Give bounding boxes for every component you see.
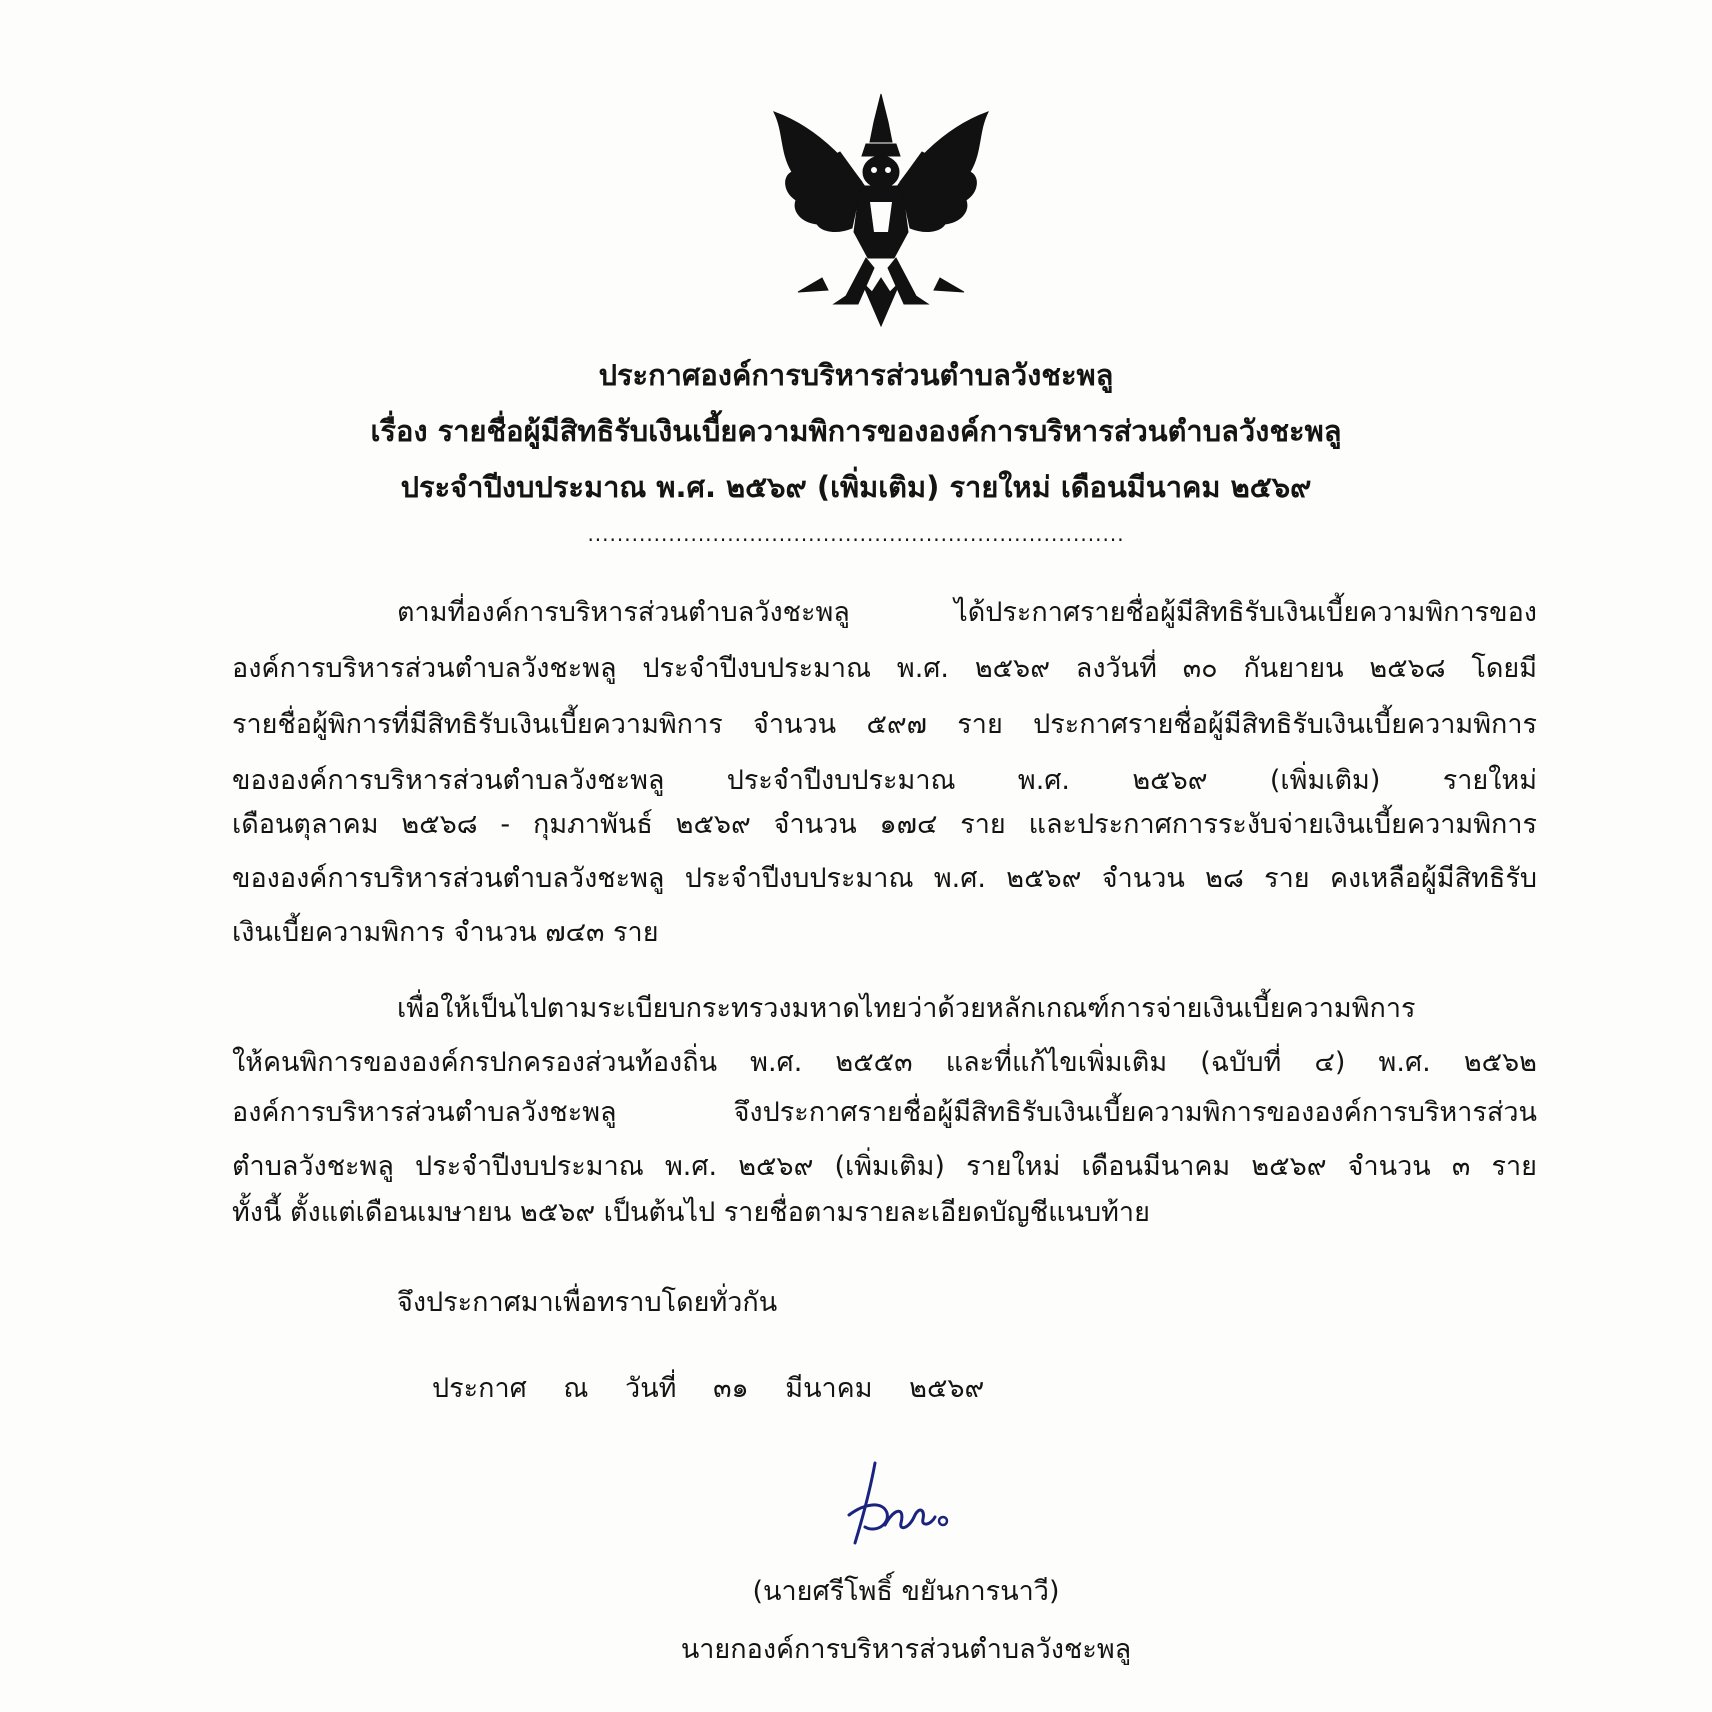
date-at: ณ: [563, 1373, 589, 1404]
paragraph2-line: ตำบลวังชะพลู ประจำปีงบประมาณ พ.ศ. ๒๕๖๙ (เพิ่มเติม) รายใหม่ เดือนมีนาคม ๒๕๖๙ จำนวน ๓ ราย: [232, 1151, 1537, 1182]
paragraph1-line: เดือนตุลาคม ๒๕๖๘ - กุมภาพันธ์ ๒๕๖๙ จำนวน ๑๗๔ ราย และประกาศการระงับจ่ายเงินเบี้ยความพิการ: [232, 809, 1537, 840]
paragraph1-line: ขององค์การบริหารส่วนตำบลวังชะพลู ประจำปีงบประมาณ พ.ศ. ๒๕๖๙ จำนวน ๒๘ ราย คงเหลือผู้มีสิทธิรับ: [232, 863, 1537, 894]
paragraph1-line: องค์การบริหารส่วนตำบลวังชะพลู ประจำปีงบประมาณ พ.ศ. ๒๕๖๙ ลงวันที่ ๓๐ กันยายน ๒๕๖๘ โดยมี: [232, 653, 1537, 684]
paragraph2-line: ให้คนพิการขององค์กรปกครองส่วนท้องถิ่น พ.ศ. ๒๕๕๓ และที่แก้ไขเพิ่มเติม (ฉบับที่ ๔) พ.ศ. ๒๕๖๒: [232, 1047, 1537, 1078]
paragraph1-line: รายชื่อผู้พิการที่มีสิทธิรับเงินเบี้ยความพิการ จำนวน ๕๙๗ ราย ประกาศรายชื่อผู้มีสิทธิรับเงินเบี้ยความพิการ: [232, 709, 1537, 740]
signer-position: นายกองค์การบริหารส่วนตำบลวังชะพลู: [680, 1634, 1132, 1665]
paragraph1-line: เงินเบี้ยความพิการ จำนวน ๗๔๓ ราย: [232, 917, 659, 948]
closing-statement: จึงประกาศมาเพื่อทราบโดยทั่วกัน: [397, 1287, 778, 1318]
announcement-subject: เรื่อง รายชื่อผู้มีสิทธิรับเงินเบี้ยความพิการขององค์การบริหารส่วนตำบลวังชะพลู: [370, 414, 1342, 448]
signer-name: (นายศรีโพธิ์ ขยันการนาวี): [752, 1576, 1060, 1607]
announcement-title: ประกาศองค์การบริหารส่วนตำบลวังชะพลู: [598, 358, 1114, 392]
date-month: มีนาคม: [785, 1373, 873, 1404]
paragraph2-line: ทั้งนี้ ตั้งแต่เดือนเมษายน ๒๕๖๙ เป็นต้นไป รายชื่อตามรายละเอียดบัญชีแนบท้าย: [232, 1197, 1150, 1228]
paragraph2-line: องค์การบริหารส่วนตำบลวังชะพลู จึงประกาศรายชื่อผู้มีสิทธิรับเงินเบี้ยความพิการขององค์การบริหารส่วน: [232, 1097, 1537, 1128]
signature-icon: [835, 1455, 955, 1550]
date-day-label: วันที่: [625, 1373, 677, 1404]
date-day: ๓๑: [713, 1373, 749, 1404]
announcement-date: [432, 1366, 1012, 1409]
date-year: ๒๕๖๙: [909, 1373, 985, 1404]
paragraph2-line: เพื่อให้เป็นไปตามระเบียบกระทรวงมหาดไทยว่าด้วยหลักเกณฑ์การจ่ายเงินเบี้ยความพิการ: [397, 993, 1416, 1024]
announcement-period: ประจำปีงบประมาณ พ.ศ. ๒๕๖๙ (เพิ่มเติม) รายใหม่ เดือนมีนาคม ๒๕๖๙: [400, 470, 1312, 504]
paragraph1-line: ขององค์การบริหารส่วนตำบลวังชะพลู ประจำปีงบประมาณ พ.ศ. ๒๕๖๙ (เพิ่มเติม) รายใหม่: [232, 765, 1537, 796]
paragraph1-line: ตามที่องค์การบริหารส่วนตำบลวังชะพลู ได้ประกาศรายชื่อผู้มีสิทธิรับเงินเบี้ยความพิการของ: [397, 597, 1537, 628]
date-prefix: ประกาศ: [432, 1373, 527, 1404]
separator-dots: .........................................................................: [587, 522, 1125, 546]
garuda-emblem-icon: [762, 82, 1000, 327]
